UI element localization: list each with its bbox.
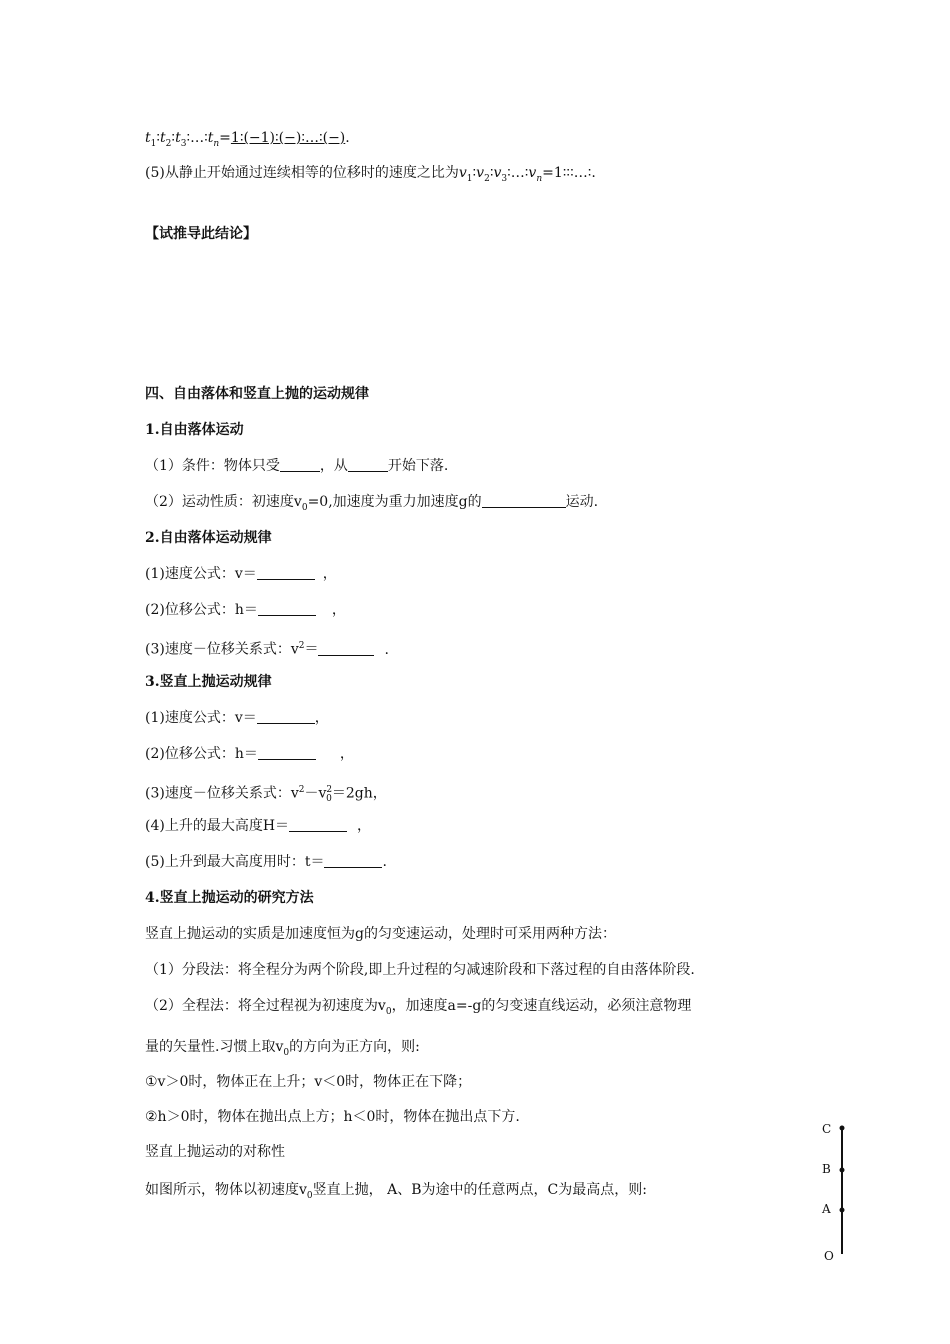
v3-symbol: v	[493, 165, 502, 181]
subscript: 0	[306, 1190, 313, 1201]
diagram-svg	[815, 1120, 855, 1270]
vu-velocity-displacement-line	[145, 780, 387, 809]
superscript: 2	[326, 785, 333, 795]
vn-symbol: v	[528, 165, 537, 181]
text: 如图所示，物体以初速度v	[145, 1182, 307, 1198]
speed-ratio-answer: =1∶∶∶…∶.	[542, 165, 596, 181]
t3-symbol: t	[175, 130, 181, 146]
rise-time-line	[145, 852, 387, 872]
subscript: 0	[283, 1047, 290, 1058]
t3-subscript: 3	[180, 138, 187, 149]
text: ＝	[304, 641, 319, 658]
label-o: O	[824, 1249, 834, 1263]
text: ＝2gh，	[331, 785, 387, 802]
velocity-sign-rule: ①v＞0时，物体正在上升；v＜0时，物体正在下降；	[145, 1074, 472, 1090]
speed-ratio-line	[145, 163, 596, 189]
v2-symbol: v	[476, 165, 485, 181]
vu-velocity-line	[145, 708, 329, 728]
text: (4)上升的最大高度H＝	[145, 818, 290, 834]
fill-blank[interactable]	[257, 709, 315, 724]
subscript: 0	[326, 794, 332, 805]
text: 的方向为正方向，则:	[289, 1039, 420, 1055]
text: (2)位移公式：h＝	[145, 602, 258, 618]
method-intro: 竖直上抛运动的实质是加速度恒为g的匀变速运动，处理时可采用两种方法：	[145, 926, 616, 942]
section-title: 四、自由落体和竖直上抛的运动规律	[145, 386, 369, 402]
method-segmented: （1）分段法：将全程分为两个阶段,即上升过程的匀减速阶段和下落过程的自由落体阶段.	[145, 962, 695, 978]
point-b-dot	[840, 1168, 845, 1173]
ff-velocity-displacement-line	[145, 636, 389, 660]
fill-blank[interactable]	[348, 457, 388, 472]
t1-subscript: 1	[150, 138, 157, 149]
text: 竖直上抛， A、B为途中的任意两点，C为最高点，则:	[312, 1182, 647, 1198]
vector-note	[145, 1037, 420, 1063]
tn-symbol: t	[207, 130, 214, 146]
v1-subscript: 1	[466, 173, 473, 184]
fill-blank[interactable]	[257, 565, 315, 580]
text: =0,加速度为重力加速度g的	[307, 494, 482, 510]
speed-ratio-text: (5)从静止开始通过连续相等的位移时的速度之比为	[145, 165, 459, 181]
text: (1)速度公式：v＝	[145, 566, 257, 582]
text: .	[382, 854, 387, 870]
text: ，	[357, 818, 372, 834]
fill-blank[interactable]	[289, 817, 347, 832]
fill-blank[interactable]	[324, 853, 382, 868]
text: ，	[331, 602, 346, 618]
period: .	[345, 130, 350, 146]
t1-symbol: t	[145, 130, 151, 146]
max-height-line	[145, 816, 371, 836]
fill-blank[interactable]	[280, 457, 320, 472]
label-a: A	[822, 1202, 831, 1216]
text: －v	[304, 785, 327, 802]
symmetry-description	[145, 1180, 647, 1206]
t2-subscript: 2	[165, 138, 172, 149]
text: ，	[322, 566, 337, 582]
subsection-title-3: 3.竖直上抛运动规律	[145, 674, 272, 690]
condition-line	[145, 456, 448, 476]
text: 开始下落.	[387, 458, 449, 474]
text: （2）运动性质：初速度v	[145, 494, 302, 510]
text: .	[384, 641, 389, 658]
separator: ∶	[171, 130, 176, 146]
v1-symbol: v	[458, 165, 467, 181]
vn-subscript: n	[536, 173, 543, 184]
label-c: C	[822, 1122, 832, 1136]
symmetry-title: 竖直上抛运动的对称性	[145, 1144, 285, 1160]
text: (2)位移公式：h＝	[145, 746, 258, 762]
time-ratio-line	[145, 128, 350, 154]
subsection-title-1: 1.自由落体运动	[145, 422, 244, 438]
ff-velocity-line	[145, 564, 337, 584]
fill-blank[interactable]	[258, 745, 316, 760]
v2-subscript: 2	[484, 173, 490, 184]
label-b: B	[822, 1162, 831, 1176]
t2-symbol: t	[160, 130, 166, 146]
equals-sign: =	[219, 130, 231, 146]
height-sign-rule: ②h＞0时，物体在抛出点上方；h＜0时，物体在抛出点下方.	[145, 1109, 520, 1125]
separator: ∶	[489, 165, 494, 181]
separator: ∶…∶	[186, 130, 208, 146]
motion-property-line	[145, 492, 598, 518]
subscript: 0	[385, 1006, 392, 1017]
superscript: 2	[298, 641, 305, 651]
point-c-dot	[840, 1126, 845, 1131]
tn-subscript: n	[213, 138, 220, 149]
text: ，	[339, 746, 354, 762]
text: ，加速度a=-g的匀变速直线运动，必须注意物理	[391, 998, 692, 1014]
text: (3)速度－位移关系式：v	[145, 785, 299, 802]
separator: ∶	[472, 165, 477, 181]
text: ，	[314, 710, 329, 726]
text: (1)速度公式：v＝	[145, 710, 257, 726]
text: 量的矢量性.习惯上取v	[145, 1039, 284, 1055]
method-whole-process	[145, 996, 691, 1022]
derive-heading: 【试推导此结论】	[145, 226, 257, 242]
fill-blank[interactable]	[318, 641, 374, 656]
text: （1）条件：物体只受	[145, 458, 280, 474]
text: 运动.	[565, 494, 599, 510]
text: （2）全程法：将全过程视为初速度为v	[145, 998, 386, 1014]
v3-subscript: 3	[501, 173, 508, 184]
time-ratio-answer: 1∶(−1)∶(−)∶…∶(−)	[230, 130, 346, 146]
text: (5)上升到最大高度用时：t＝	[145, 854, 325, 870]
fill-blank[interactable]	[258, 601, 316, 616]
subscript: 0	[301, 502, 308, 513]
vertical-throw-diagram	[815, 1120, 855, 1270]
superscript: 2	[298, 785, 305, 795]
vu-displacement-line	[145, 744, 354, 764]
point-a-dot	[840, 1208, 845, 1213]
subsection-title-2: 2.自由落体运动规律	[145, 530, 272, 546]
text: ，从	[319, 458, 348, 474]
separator: ∶	[156, 130, 161, 146]
separator: ∶…∶	[507, 165, 529, 181]
fill-blank[interactable]	[482, 493, 566, 508]
ff-displacement-line	[145, 600, 346, 620]
text: (3)速度－位移关系式：v	[145, 641, 299, 658]
subsection-title-4: 4.竖直上抛运动的研究方法	[145, 890, 314, 906]
